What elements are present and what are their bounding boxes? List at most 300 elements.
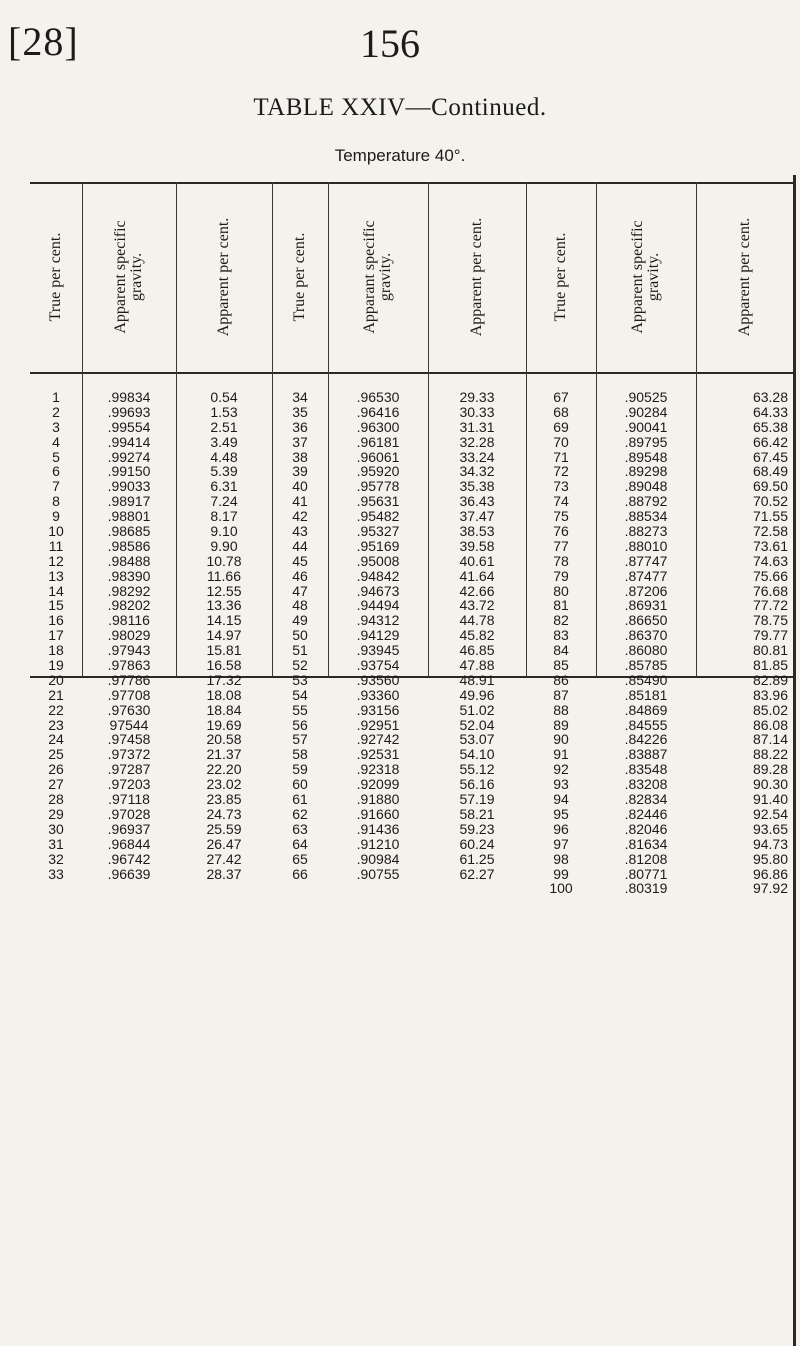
header-true-per-cent: True per cent. <box>47 232 64 322</box>
table-cell: 4 <box>52 433 60 450</box>
table-cell: 29 <box>48 805 64 822</box>
table-cell: 39 <box>292 463 308 480</box>
table-cell: 27.42 <box>206 850 242 867</box>
table-cell: 49.96 <box>459 686 495 703</box>
table-cell: 59 <box>292 761 308 778</box>
table-cell: 37.47 <box>459 508 495 525</box>
table-cell: .95778 <box>356 478 400 495</box>
table-cell: 94 <box>553 791 569 808</box>
table-cell: 34.32 <box>459 463 495 480</box>
table-cell: 38 <box>292 448 308 465</box>
table-cell: 20.58 <box>206 731 242 748</box>
table-cell: 77.72 <box>752 597 788 614</box>
table-cell: 84 <box>553 642 569 659</box>
table-cell: 85 <box>553 657 569 674</box>
table-cell: 75 <box>553 508 569 525</box>
table-cell: .98685 <box>107 523 151 540</box>
table-cell: 88 <box>553 701 569 718</box>
table-cell: .90284 <box>624 403 668 420</box>
table-cell: 6.31 <box>210 478 238 495</box>
table-cell: 21.37 <box>206 746 242 763</box>
table-cell: 98 <box>553 850 569 867</box>
table-cell: .96742 <box>107 850 151 867</box>
table-cell: 59.23 <box>459 820 495 837</box>
table-cell: 7.24 <box>210 493 238 510</box>
table-cell: .88792 <box>624 493 668 510</box>
table-cell: 58 <box>292 746 308 763</box>
table-cell: 30 <box>48 820 64 837</box>
table-cell: 55 <box>292 701 308 718</box>
table-cell: .84869 <box>624 701 668 718</box>
column-sg-1 <box>82 390 176 881</box>
table-cell: 7 <box>52 478 60 495</box>
table-cell: 18 <box>48 642 64 659</box>
table-cell: .92318 <box>356 761 400 778</box>
table-cell: 66 <box>292 865 308 882</box>
table-cell: 79 <box>553 567 569 584</box>
table-cell: .95008 <box>356 552 400 569</box>
table-cell: .82446 <box>624 805 668 822</box>
table-cell: 90.30 <box>752 776 788 793</box>
table-cell: .88534 <box>624 508 668 525</box>
table-subtitle: Temperature 40°. <box>334 146 466 165</box>
table-cell: 4.48 <box>210 448 238 465</box>
header-apparent-specific-gravity: Apparent specific gravity. <box>629 220 662 334</box>
table-cell: 66.42 <box>752 433 788 450</box>
table-cell: 25 <box>48 746 64 763</box>
table-cell: .94494 <box>356 597 400 614</box>
table-cell: 77 <box>553 537 569 554</box>
table-cell: .96937 <box>107 820 151 837</box>
table-cell: 9.90 <box>210 537 238 554</box>
table-cell: .97287 <box>107 761 151 778</box>
table-cell: 3.49 <box>210 433 238 450</box>
table-cell: .96181 <box>356 433 400 450</box>
header-apparent-specific-gravity: Apparent specific gravity. <box>112 220 145 334</box>
table-cell: 54.10 <box>459 746 495 763</box>
table-cell: 96 <box>553 820 569 837</box>
table-cell: .89298 <box>624 463 668 480</box>
table-cell: 11 <box>48 537 64 554</box>
table-cell: .83208 <box>624 776 668 793</box>
table-cell: 63 <box>292 820 308 837</box>
table-cell: 73 <box>553 478 569 495</box>
table-cell: 83 <box>553 627 569 644</box>
table-cell: 46.85 <box>459 642 495 659</box>
table-cell: 95 <box>553 805 569 822</box>
table-cell: 78 <box>553 552 569 569</box>
table-cell: .96844 <box>107 835 151 852</box>
table-cell: 67 <box>553 389 569 405</box>
table-cell: 95.80 <box>752 850 788 867</box>
table-cell: 47.88 <box>459 657 495 674</box>
table-cell: 53 <box>292 671 308 688</box>
table-cell: 49 <box>292 612 308 629</box>
table-cell: .90041 <box>624 418 668 435</box>
table-cell: 45 <box>292 552 308 569</box>
page-reference: [28] <box>8 19 79 64</box>
table-cell: 99 <box>553 865 569 882</box>
table-cell: .85181 <box>624 686 668 703</box>
table-cell: 43 <box>292 523 308 540</box>
table-cell: 64 <box>292 835 308 852</box>
table-cell: 3 <box>52 418 60 435</box>
table-cell: .93754 <box>356 657 400 674</box>
table-cell: 33.24 <box>459 448 495 465</box>
table-cell: .99693 <box>107 403 151 420</box>
table-cell: 14.15 <box>206 612 242 629</box>
table-cell: 92.54 <box>752 805 788 822</box>
table-cell: 1.53 <box>210 403 238 420</box>
table-cell: .92531 <box>356 746 400 763</box>
table-cell: 73.61 <box>752 537 788 554</box>
table-cell: 14 <box>48 582 64 599</box>
table-cell: 13 <box>48 567 64 584</box>
page-number: 156 <box>360 21 420 66</box>
table-cell: .95482 <box>356 508 400 525</box>
table-cell: 57.19 <box>459 791 495 808</box>
table-cell: 92 <box>553 761 569 778</box>
table-cell: 82 <box>553 612 569 629</box>
table-cell: 15 <box>48 597 64 614</box>
table-cell: 74.63 <box>752 552 788 569</box>
table-cell: 0.54 <box>210 389 238 405</box>
table-cell: .92951 <box>356 716 400 733</box>
table-cell: 31 <box>48 835 64 852</box>
table-cell: 93 <box>553 776 569 793</box>
table-cell: 72 <box>553 463 569 480</box>
table-cell: .93156 <box>356 701 400 718</box>
table-cell: 65.38 <box>752 418 788 435</box>
table-cell: 41 <box>292 493 308 510</box>
table-cell: .99554 <box>107 418 151 435</box>
table-cell: 70 <box>553 433 569 450</box>
table-cell: .83548 <box>624 761 668 778</box>
table-cell: 12 <box>48 552 64 569</box>
table-cell: 29.33 <box>459 389 495 405</box>
table-cell: 74 <box>553 493 569 510</box>
table-cell: .90755 <box>356 865 400 882</box>
table-cell: 17 <box>48 627 64 644</box>
table-cell: 5.39 <box>210 463 238 480</box>
table-cell: .99414 <box>107 433 151 450</box>
table-cell: 37 <box>292 433 308 450</box>
table-cell: .87747 <box>624 552 668 569</box>
table-cell: 78.75 <box>752 612 788 629</box>
table-cell: .82834 <box>624 791 668 808</box>
header-true-per-cent: True per cent. <box>291 232 308 322</box>
table-cell: 81.85 <box>752 657 788 674</box>
table-cell: .97372 <box>107 746 151 763</box>
table-cell: 2.51 <box>210 418 238 435</box>
table-cell: 64.33 <box>752 403 788 420</box>
table-cell: .95920 <box>356 463 400 480</box>
table-cell: 51.02 <box>459 701 495 718</box>
table-cell: .84555 <box>624 716 668 733</box>
table-cell: 61.25 <box>459 850 495 867</box>
table-cell: 87.14 <box>752 731 788 748</box>
table-cell: .86650 <box>624 612 668 629</box>
column-apparent-3 <box>696 390 788 896</box>
table-cell: 22 <box>48 701 64 718</box>
table-cell: 28.37 <box>206 865 242 882</box>
table-cell: .90984 <box>356 850 400 867</box>
table-cell: 20 <box>48 671 64 688</box>
table-cell: .99274 <box>107 448 151 465</box>
table-cell: 5 <box>52 448 60 465</box>
table-cell: 58.21 <box>459 805 495 822</box>
table-cell: 97544 <box>109 716 149 733</box>
table-cell: 79.77 <box>752 627 788 644</box>
table-cell: .93945 <box>356 642 400 659</box>
column-apparent-1 <box>176 390 272 881</box>
table-cell: 40.61 <box>459 552 495 569</box>
table-cell: 100 <box>549 880 573 897</box>
header-rule <box>30 372 793 374</box>
header-true-per-cent: True per cent. <box>552 232 569 322</box>
table-cell: .80319 <box>624 880 668 897</box>
table-cell: 22.20 <box>206 761 242 778</box>
table-cell: 32 <box>48 850 64 867</box>
table-cell: 19.69 <box>206 716 242 733</box>
table-cell: 83.96 <box>752 686 788 703</box>
column-true-3 <box>526 390 596 896</box>
table-cell: 9 <box>52 508 60 525</box>
table-cell: .97630 <box>107 701 151 718</box>
table-cell: 17.32 <box>206 671 242 688</box>
table-cell: 10.78 <box>206 552 242 569</box>
table-cell: 11.66 <box>207 567 241 584</box>
table-cell: .97028 <box>107 805 151 822</box>
table-cell: 44 <box>292 537 308 554</box>
table-cell: 31.31 <box>459 418 495 435</box>
table-cell: .90525 <box>624 389 668 405</box>
table-cell: .94842 <box>356 567 400 584</box>
table-cell: 19 <box>48 657 64 674</box>
table-cell: .91436 <box>356 820 400 837</box>
table-cell: .86931 <box>624 597 668 614</box>
header-apparent-per-cent: Apparent per cent. <box>735 217 753 337</box>
column-true-2 <box>272 390 328 881</box>
table-cell: 15.81 <box>206 642 242 659</box>
table-cell: 93.65 <box>752 820 788 837</box>
table-cell: 40 <box>292 478 308 495</box>
table-cell: .98202 <box>107 597 151 614</box>
table-cell: .86370 <box>624 627 668 644</box>
table-cell: .88273 <box>624 523 668 540</box>
table-cell: 53.07 <box>459 731 495 748</box>
table-cell: 97.92 <box>752 880 788 897</box>
table-cell: 43.72 <box>459 597 495 614</box>
table-cell: .96061 <box>356 448 400 465</box>
table-cell: 35 <box>292 403 308 420</box>
table-cell: .89548 <box>624 448 668 465</box>
table-cell: .94312 <box>356 612 400 629</box>
table-cell: .96416 <box>356 403 400 420</box>
table-cell: 35.38 <box>459 478 495 495</box>
table-cell: 6 <box>52 463 60 480</box>
table-cell: 71 <box>553 448 569 465</box>
table-cell: 24.73 <box>206 805 242 822</box>
table-cell: 33 <box>48 865 64 882</box>
table-cell: 18.84 <box>206 701 242 718</box>
table-cell: 36 <box>292 418 308 435</box>
table-cell: 87 <box>553 686 569 703</box>
table-cell: .99033 <box>107 478 151 495</box>
table-cell: 97 <box>553 835 569 852</box>
table-title: TABLE XXIV—Continued. <box>253 94 547 121</box>
table-cell: .97203 <box>107 776 151 793</box>
table-cell: .81634 <box>624 835 668 852</box>
table-cell: 42 <box>292 508 308 525</box>
table-cell: 10 <box>48 523 64 540</box>
table-cell: 16.58 <box>206 657 242 674</box>
table-cell: .91660 <box>356 805 400 822</box>
table-cell: 18.08 <box>206 686 242 703</box>
table-cell: .86080 <box>624 642 668 659</box>
table-cell: 23.85 <box>206 791 242 808</box>
table-cell: 69 <box>553 418 569 435</box>
table-cell: .98917 <box>107 493 151 510</box>
table-cell: .97863 <box>107 657 151 674</box>
table-cell: 60 <box>292 776 308 793</box>
table-cell: .97118 <box>108 791 150 808</box>
table-cell: 21 <box>48 686 64 703</box>
table-cell: 69.50 <box>752 478 788 495</box>
table-cell: .98488 <box>107 552 151 569</box>
table-cell: 25.59 <box>206 820 242 837</box>
table-cell: .97943 <box>107 642 151 659</box>
table-cell: .96300 <box>356 418 400 435</box>
column-true-1 <box>30 390 82 881</box>
table-cell: 76 <box>553 523 569 540</box>
table-cell: 96.86 <box>752 865 788 882</box>
table-cell: 56 <box>292 716 308 733</box>
table-cell: 44.78 <box>459 612 495 629</box>
table-cell: 28 <box>48 791 64 808</box>
table-cell: 47 <box>292 582 308 599</box>
table-cell: 9.10 <box>210 523 238 540</box>
table-cell: 42.66 <box>459 582 495 599</box>
table-cell: .95327 <box>356 523 400 540</box>
table-cell: 57 <box>292 731 308 748</box>
table-cell: 85.02 <box>752 701 788 718</box>
table-cell: 36.43 <box>459 493 495 510</box>
table-cell: 8 <box>52 493 60 510</box>
header-apparant-specific-gravity: Apparant specific gravity. <box>361 220 394 334</box>
table-cell: .92099 <box>356 776 400 793</box>
table-cell: .81208 <box>624 850 668 867</box>
table-cell: 70.52 <box>752 493 788 510</box>
table-cell: 14.97 <box>206 627 242 644</box>
table-cell: .99834 <box>107 389 151 405</box>
table-cell: 38.53 <box>459 523 495 540</box>
table-cell: 80 <box>553 582 569 599</box>
table-cell: .98801 <box>107 508 151 525</box>
table-cell: 34 <box>292 389 308 405</box>
table-cell: .93360 <box>356 686 400 703</box>
table-cell: .98116 <box>108 612 150 629</box>
table-cell: .85490 <box>624 671 668 688</box>
table-cell: .96530 <box>356 389 400 405</box>
table-cell: .92742 <box>356 731 400 748</box>
table-cell: .89048 <box>624 478 668 495</box>
table-cell: .91880 <box>356 791 400 808</box>
column-sg-2 <box>328 390 428 881</box>
table-cell: .80771 <box>624 865 668 882</box>
table-cell: .99150 <box>107 463 151 480</box>
table-cell: 1 <box>52 389 60 405</box>
table-cell: .93560 <box>356 671 400 688</box>
table-cell: 27 <box>48 776 64 793</box>
table-cell: .98390 <box>107 567 151 584</box>
table-cell: 62 <box>292 805 308 822</box>
table-cell: 82.89 <box>752 671 788 688</box>
table-cell: 16 <box>48 612 64 629</box>
table-cell: 56.16 <box>459 776 495 793</box>
table-cell: .96639 <box>107 865 151 882</box>
table-cell: 67.45 <box>752 448 788 465</box>
header-apparent-per-cent: Apparent per cent. <box>468 217 485 337</box>
table-cell: 41.64 <box>459 567 495 584</box>
table-cell: .94673 <box>356 582 400 599</box>
column-apparent-2 <box>428 390 526 881</box>
table-cell: 54 <box>292 686 308 703</box>
table-cell: 26 <box>48 761 64 778</box>
table-cell: 86 <box>553 671 569 688</box>
table-cell: .87206 <box>624 582 668 599</box>
table-cell: 48 <box>292 597 308 614</box>
table-cell: 32.28 <box>459 433 495 450</box>
table-cell: 91.40 <box>752 791 788 808</box>
table-cell: .82046 <box>624 820 668 837</box>
data-table <box>30 182 793 897</box>
table-cell: 13.36 <box>206 597 242 614</box>
table-cell: 23 <box>48 716 64 733</box>
table-cell: .98029 <box>107 627 151 644</box>
table-cell: 81 <box>553 597 569 614</box>
table-cell: .97786 <box>107 671 151 688</box>
table-cell: .91210 <box>356 835 400 852</box>
table-cell: 90 <box>553 731 569 748</box>
table-cell: 61 <box>292 791 308 808</box>
table-cell: 91 <box>553 746 569 763</box>
table-cell: 75.66 <box>752 567 788 584</box>
table-cell: 62.27 <box>459 865 495 882</box>
table-cell: 55.12 <box>459 761 495 778</box>
column-sg-3 <box>596 390 696 896</box>
table-cell: 72.58 <box>752 523 788 540</box>
table-cell: 76.68 <box>752 582 788 599</box>
table-cell: 60.24 <box>459 835 495 852</box>
table-cell: 8.17 <box>210 508 238 525</box>
table-cell: 23.02 <box>206 776 242 793</box>
table-cell: 26.47 <box>206 835 242 852</box>
table-cell: 50 <box>292 627 308 644</box>
table-cell: 39.58 <box>459 537 495 554</box>
table-cell: .94129 <box>356 627 400 644</box>
table-cell: .85785 <box>624 657 668 674</box>
table-cell: 89.28 <box>752 761 788 778</box>
table-cell: .97708 <box>107 686 151 703</box>
page-edge-rule <box>793 175 796 1346</box>
table-cell: 80.81 <box>752 642 788 659</box>
table-cell: 94.73 <box>752 835 788 852</box>
table-cell: 65 <box>292 850 308 867</box>
table-cell: 30.33 <box>459 403 495 420</box>
table-cell: 71.55 <box>752 508 788 525</box>
table-cell: .84226 <box>624 731 668 748</box>
